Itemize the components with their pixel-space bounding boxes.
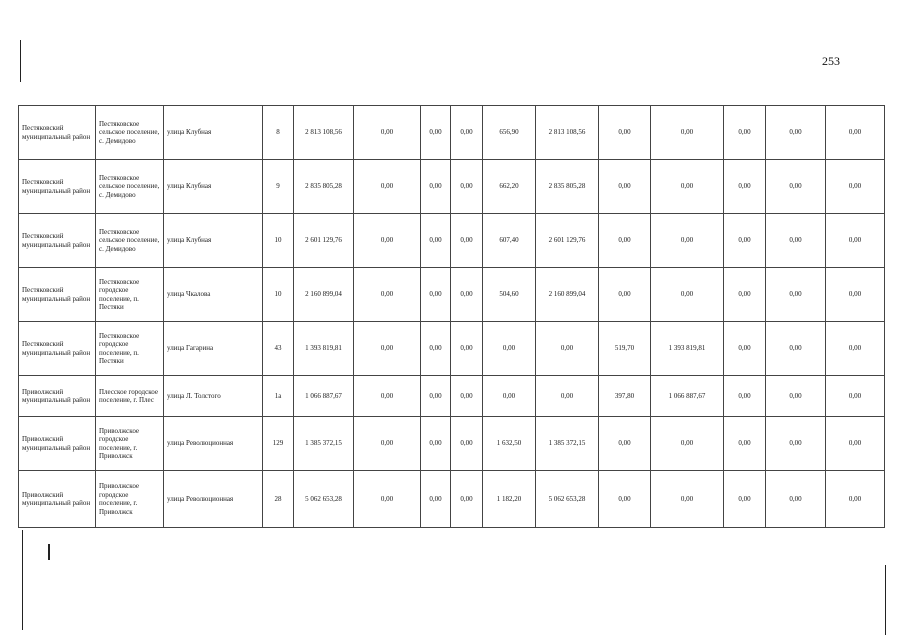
value-cell: 0,00 xyxy=(826,106,885,160)
value-cell: 504,60 xyxy=(483,268,536,322)
value-cell: 0,00 xyxy=(354,417,421,471)
value-cell: 0,00 xyxy=(483,322,536,376)
value-cell: 0,00 xyxy=(421,417,451,471)
value-cell: 0,00 xyxy=(651,417,724,471)
value-cell: 0,00 xyxy=(451,106,483,160)
value-cell: 2 601 129,76 xyxy=(294,214,354,268)
value-cell: 2 813 108,56 xyxy=(536,106,599,160)
value-cell: 0,00 xyxy=(599,417,651,471)
settlement-cell: Пестяковское городское поселение, п. Пестяки xyxy=(96,268,164,322)
value-cell: 5 062 653,28 xyxy=(294,471,354,528)
settlement-cell: Приволжское городское поселение, г. Приволжск xyxy=(96,417,164,471)
value-cell: 607,40 xyxy=(483,214,536,268)
value-cell: 0,00 xyxy=(354,268,421,322)
value-cell: 0,00 xyxy=(421,268,451,322)
rayon-cell: Пестяковский муниципальный район xyxy=(19,268,96,322)
street-cell: улица Клубная xyxy=(164,160,263,214)
value-cell: 0,00 xyxy=(724,160,766,214)
value-cell: 0,00 xyxy=(724,106,766,160)
value-cell: 0,00 xyxy=(536,322,599,376)
value-cell: 1 385 372,15 xyxy=(294,417,354,471)
house-number-cell: 43 xyxy=(263,322,294,376)
value-cell: 0,00 xyxy=(599,214,651,268)
value-cell: 0,00 xyxy=(766,417,826,471)
value-cell: 2 813 108,56 xyxy=(294,106,354,160)
value-cell: 0,00 xyxy=(651,106,724,160)
street-cell: улица Клубная xyxy=(164,214,263,268)
value-cell: 0,00 xyxy=(766,322,826,376)
rayon-cell: Приволжский муниципальный район xyxy=(19,417,96,471)
value-cell: 0,00 xyxy=(724,376,766,417)
value-cell: 0,00 xyxy=(451,376,483,417)
value-cell: 2 835 805,28 xyxy=(536,160,599,214)
value-cell: 0,00 xyxy=(651,268,724,322)
table-row xyxy=(19,417,885,471)
value-cell: 1 066 887,67 xyxy=(651,376,724,417)
value-cell: 0,00 xyxy=(826,214,885,268)
street-cell: улица Л. Толстого xyxy=(164,376,263,417)
settlement-cell: Пестяковское сельское поселение, с. Демидово xyxy=(96,106,164,160)
value-cell: 0,00 xyxy=(451,160,483,214)
house-number-cell: 28 xyxy=(263,471,294,528)
register-table xyxy=(18,105,885,528)
value-cell: 0,00 xyxy=(826,417,885,471)
value-cell: 397,80 xyxy=(599,376,651,417)
value-cell: 0,00 xyxy=(451,471,483,528)
value-cell: 0,00 xyxy=(599,106,651,160)
table-row xyxy=(19,214,885,268)
table-row xyxy=(19,471,885,528)
house-number-cell: 8 xyxy=(263,106,294,160)
settlement-cell: Приволжское городское поселение, г. Приволжск xyxy=(96,471,164,528)
street-cell: улица Гагарина xyxy=(164,322,263,376)
value-cell: 0,00 xyxy=(766,160,826,214)
value-cell: 0,00 xyxy=(451,214,483,268)
value-cell: 2 160 899,04 xyxy=(536,268,599,322)
rayon-cell: Пестяковский муниципальный район xyxy=(19,160,96,214)
street-cell: улица Клубная xyxy=(164,106,263,160)
value-cell: 0,00 xyxy=(421,471,451,528)
value-cell: 1 066 887,67 xyxy=(294,376,354,417)
house-number-cell: 1а xyxy=(263,376,294,417)
value-cell: 5 062 653,28 xyxy=(536,471,599,528)
rayon-cell: Пестяковский муниципальный район xyxy=(19,214,96,268)
value-cell: 0,00 xyxy=(766,376,826,417)
value-cell: 0,00 xyxy=(826,160,885,214)
value-cell: 0,00 xyxy=(651,214,724,268)
street-cell: улица Революционная xyxy=(164,471,263,528)
value-cell: 0,00 xyxy=(354,214,421,268)
value-cell: 0,00 xyxy=(451,268,483,322)
scan-mark xyxy=(48,544,50,560)
value-cell: 0,00 xyxy=(421,106,451,160)
value-cell: 0,00 xyxy=(826,268,885,322)
value-cell: 0,00 xyxy=(826,376,885,417)
value-cell: 0,00 xyxy=(599,268,651,322)
value-cell: 0,00 xyxy=(651,471,724,528)
table-row xyxy=(19,322,885,376)
value-cell: 0,00 xyxy=(354,322,421,376)
value-cell: 0,00 xyxy=(766,106,826,160)
value-cell: 0,00 xyxy=(766,268,826,322)
value-cell: 0,00 xyxy=(724,417,766,471)
value-cell: 0,00 xyxy=(724,268,766,322)
table-row xyxy=(19,376,885,417)
settlement-cell: Пестяковское сельское поселение, с. Демидово xyxy=(96,160,164,214)
value-cell: 2 160 899,04 xyxy=(294,268,354,322)
table-row xyxy=(19,160,885,214)
value-cell: 0,00 xyxy=(421,376,451,417)
value-cell: 0,00 xyxy=(483,376,536,417)
value-cell: 1 182,20 xyxy=(483,471,536,528)
value-cell: 0,00 xyxy=(599,471,651,528)
scan-mark xyxy=(22,530,23,630)
value-cell: 0,00 xyxy=(421,160,451,214)
value-cell: 2 601 129,76 xyxy=(536,214,599,268)
scan-mark xyxy=(885,565,886,635)
value-cell: 0,00 xyxy=(536,376,599,417)
value-cell: 0,00 xyxy=(766,471,826,528)
street-cell: улица Чкалова xyxy=(164,268,263,322)
value-cell: 0,00 xyxy=(354,160,421,214)
settlement-cell: Пестяковское городское поселение, п. Пестяки xyxy=(96,322,164,376)
value-cell: 1 632,50 xyxy=(483,417,536,471)
value-cell: 0,00 xyxy=(826,322,885,376)
table-body xyxy=(19,106,885,528)
table-row xyxy=(19,106,885,160)
house-number-cell: 10 xyxy=(263,214,294,268)
page-number: 253 xyxy=(822,54,840,68)
house-number-cell: 10 xyxy=(263,268,294,322)
value-cell: 0,00 xyxy=(724,214,766,268)
value-cell: 0,00 xyxy=(724,471,766,528)
rayon-cell: Приволжский муниципальный район xyxy=(19,376,96,417)
value-cell: 1 393 819,81 xyxy=(651,322,724,376)
table-row xyxy=(19,268,885,322)
value-cell: 2 835 805,28 xyxy=(294,160,354,214)
rayon-cell: Пестяковский муниципальный район xyxy=(19,106,96,160)
value-cell: 1 393 819,81 xyxy=(294,322,354,376)
value-cell: 0,00 xyxy=(451,322,483,376)
rayon-cell: Приволжский муниципальный район xyxy=(19,471,96,528)
rayon-cell: Пестяковский муниципальный район xyxy=(19,322,96,376)
value-cell: 0,00 xyxy=(826,471,885,528)
house-number-cell: 9 xyxy=(263,160,294,214)
value-cell: 1 385 372,15 xyxy=(536,417,599,471)
value-cell: 0,00 xyxy=(766,214,826,268)
value-cell: 0,00 xyxy=(724,322,766,376)
value-cell: 0,00 xyxy=(421,214,451,268)
value-cell: 0,00 xyxy=(354,471,421,528)
value-cell: 0,00 xyxy=(599,160,651,214)
house-number-cell: 129 xyxy=(263,417,294,471)
value-cell: 0,00 xyxy=(651,160,724,214)
settlement-cell: Плесское городское поселение, г. Плес xyxy=(96,376,164,417)
value-cell: 519,70 xyxy=(599,322,651,376)
value-cell: 662,20 xyxy=(483,160,536,214)
value-cell: 0,00 xyxy=(451,417,483,471)
value-cell: 0,00 xyxy=(354,106,421,160)
settlement-cell: Пестяковское сельское поселение, с. Демидово xyxy=(96,214,164,268)
value-cell: 656,90 xyxy=(483,106,536,160)
scan-mark xyxy=(20,40,21,82)
value-cell: 0,00 xyxy=(421,322,451,376)
value-cell: 0,00 xyxy=(354,376,421,417)
street-cell: улица Революционная xyxy=(164,417,263,471)
